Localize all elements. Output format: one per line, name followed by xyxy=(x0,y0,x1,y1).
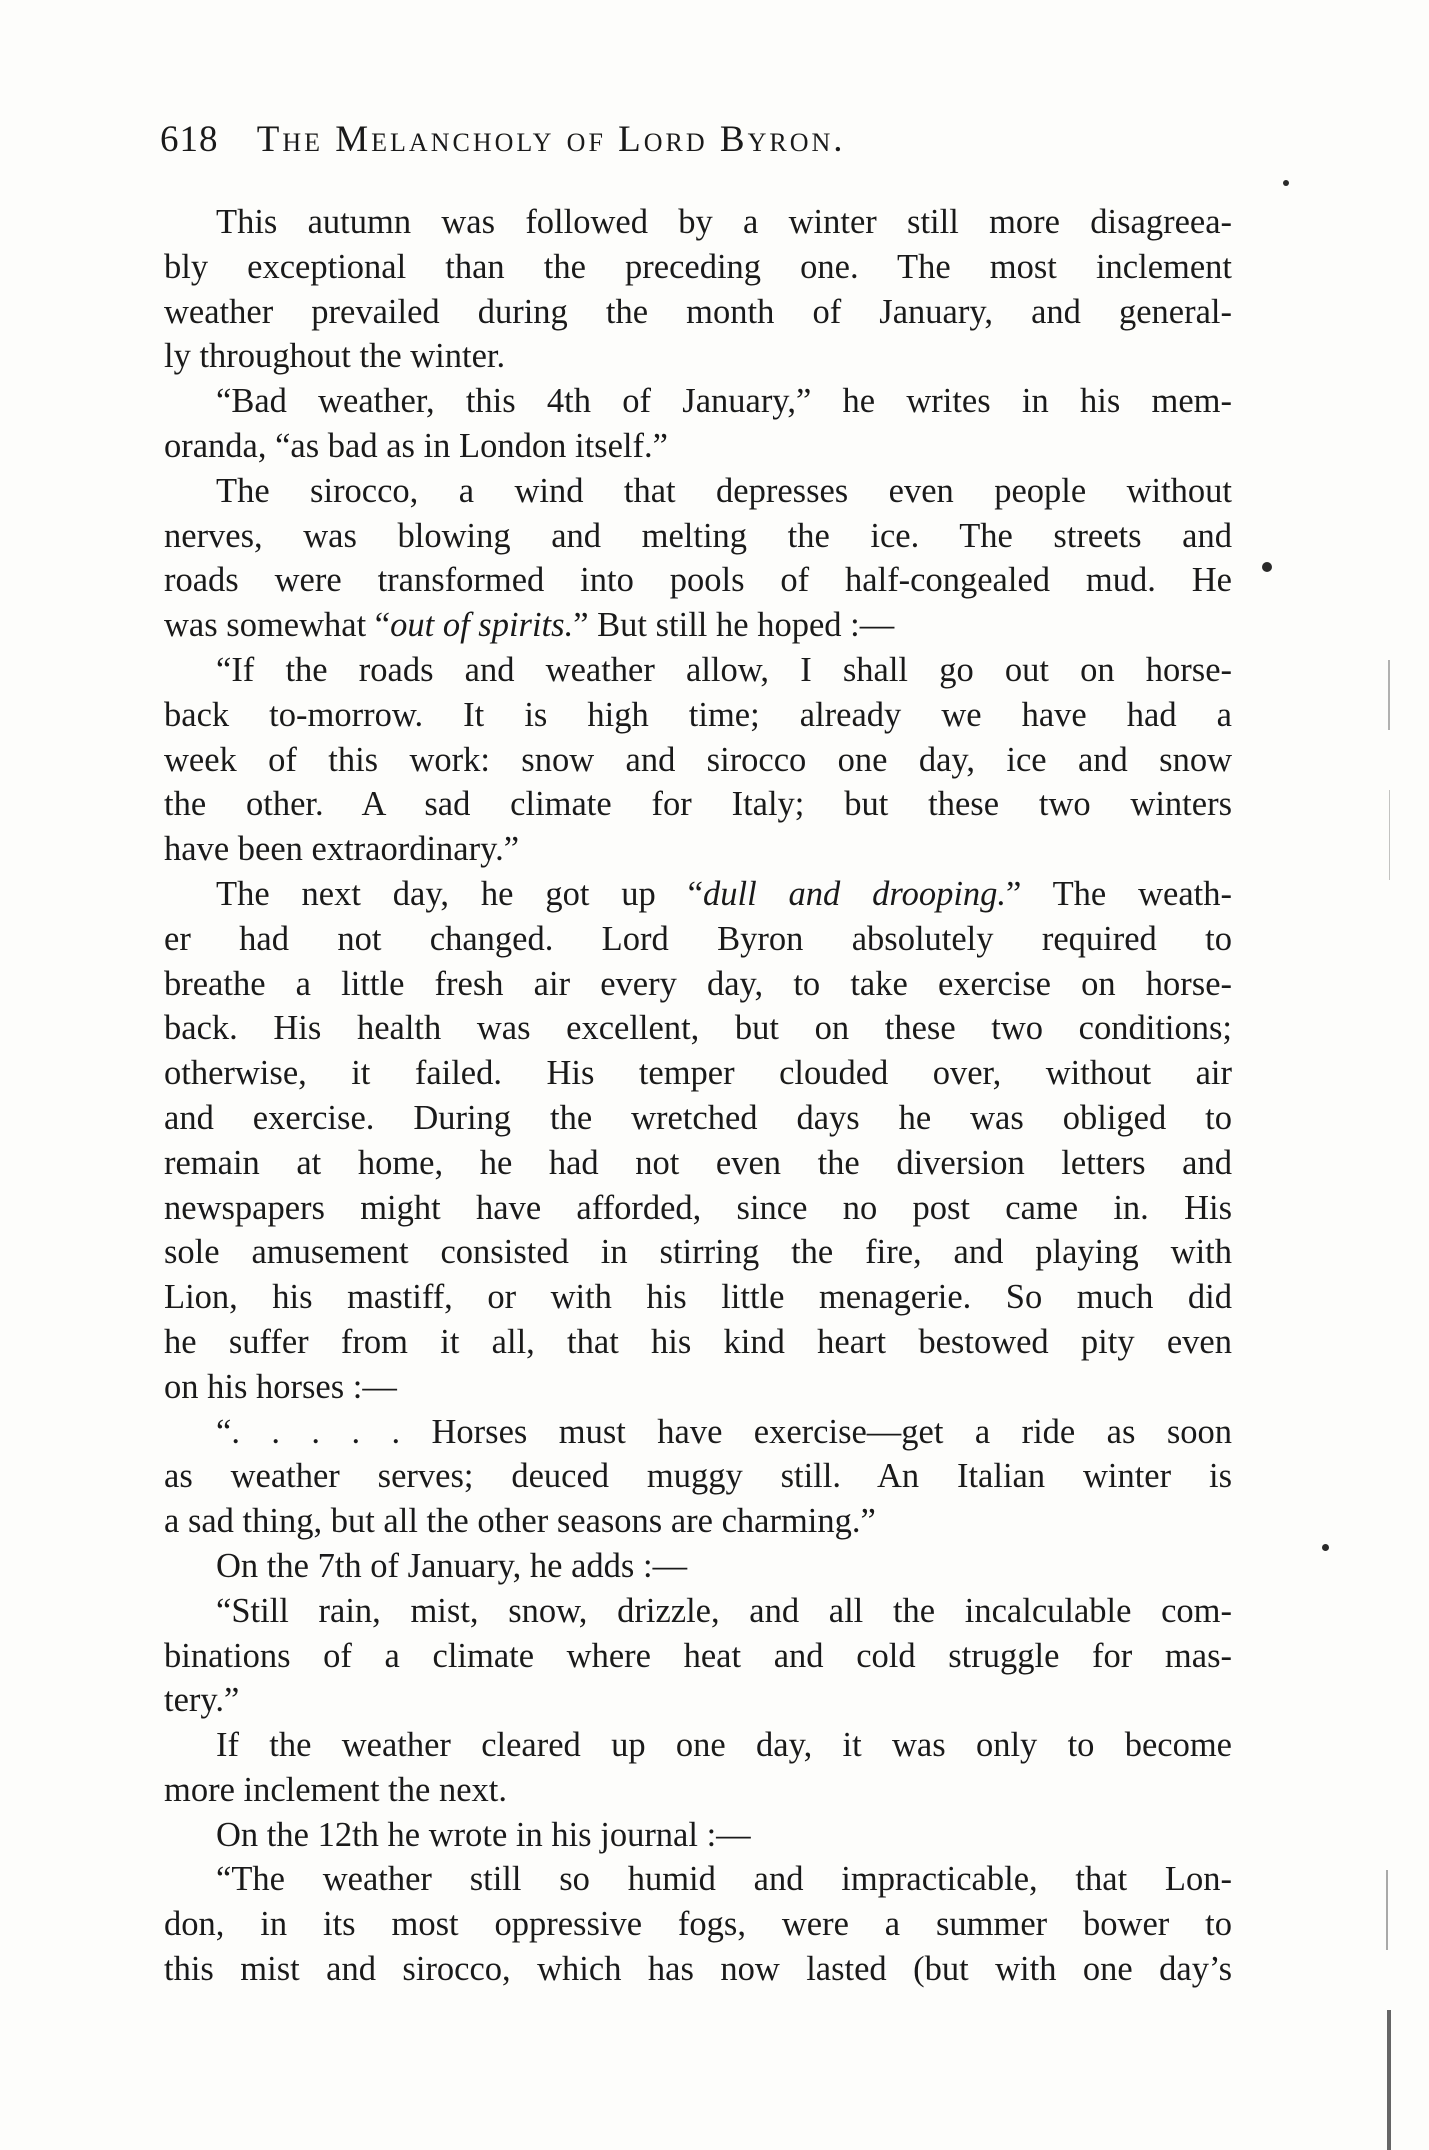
text-line xyxy=(164,514,1232,559)
text-line xyxy=(164,1096,1232,1141)
body-text xyxy=(164,200,1232,1992)
text-segment: bly exceptional than the preceding one. The most inclement xyxy=(164,247,1232,286)
text-segment: This autumn was followed by a winter still more disagreea- xyxy=(216,203,1232,241)
text-segment: ” The weath- xyxy=(1006,874,1232,913)
text-segment: and exercise. During the wretched days he was obliged to xyxy=(164,1098,1232,1137)
text-segment: nerves, was blowing and melting the ice. The streets and xyxy=(164,516,1232,555)
text-segment: back. His health was excellent, but on these two conditions; xyxy=(164,1009,1232,1048)
text-segment: the other. A sad climate for Italy; but these two winters xyxy=(164,785,1232,824)
text-segment: more inclement the next. xyxy=(164,1770,507,1809)
text-segment: “Still rain, mist, snow, drizzle, and all the incalculable com- xyxy=(216,1591,1232,1630)
text-segment: “. . . . . Horses must have exercise—get a ride as soon xyxy=(216,1412,1232,1451)
text-line xyxy=(164,693,1232,738)
text-segment: as weather serves; deuced muggy still. An Italian winter is xyxy=(164,1457,1232,1496)
text-segment: a sad thing, but all the other seasons are charming.” xyxy=(164,1502,876,1541)
text-line xyxy=(164,1723,1232,1768)
text-segment: binations of a climate where heat and cold struggle for mas- xyxy=(164,1636,1232,1675)
text-line xyxy=(164,738,1232,783)
text-segment: weather prevailed during the month of January, and general- xyxy=(164,292,1232,331)
scan-edge-line xyxy=(1389,790,1390,880)
text-segment: “If the roads and weather allow, I shall go out on horse- xyxy=(216,650,1232,689)
ink-dot xyxy=(1262,562,1272,572)
text-segment: Lion, his mastiff, or with his little menagerie. So much did xyxy=(164,1278,1232,1317)
italic-text: out of spirits. xyxy=(390,606,574,645)
text-segment: The next day, he got up “ xyxy=(216,874,703,913)
text-line xyxy=(164,1230,1232,1275)
text-line xyxy=(164,1902,1232,1947)
scan-edge-line xyxy=(1386,1870,1388,1950)
text-line xyxy=(164,1365,1232,1410)
text-line xyxy=(164,469,1232,514)
running-header xyxy=(160,118,1160,161)
text-segment: he suffer from it all, that his kind heart bestowed pity even xyxy=(164,1322,1232,1361)
text-line xyxy=(164,827,1232,872)
text-line xyxy=(164,917,1232,962)
text-segment: on his horses :— xyxy=(164,1367,397,1406)
text-line xyxy=(164,1320,1232,1365)
text-line xyxy=(164,1634,1232,1679)
text-line xyxy=(164,1275,1232,1320)
text-line xyxy=(164,1186,1232,1231)
text-segment: “Bad weather, this 4th of January,” he writes in his mem- xyxy=(216,382,1232,421)
text-line xyxy=(164,1454,1232,1499)
text-line xyxy=(164,200,1232,245)
text-line xyxy=(164,334,1232,379)
text-segment: remain at home, he had not even the diversion letters and xyxy=(164,1143,1232,1182)
text-segment: “The weather still so humid and impracticable, that Lon- xyxy=(216,1860,1232,1899)
text-line xyxy=(164,424,1232,469)
text-segment: ly throughout the winter. xyxy=(164,337,506,376)
text-segment: have been extraordinary.” xyxy=(164,830,520,869)
text-line xyxy=(164,1768,1232,1813)
text-line xyxy=(164,290,1232,335)
text-segment: otherwise, it failed. His temper clouded over, without air xyxy=(164,1054,1232,1093)
text-line xyxy=(164,1006,1232,1051)
text-line xyxy=(164,1051,1232,1096)
text-segment: don, in its most oppressive fogs, were a summer bower to xyxy=(164,1905,1232,1944)
scan-edge-line xyxy=(1387,2010,1391,2150)
text-segment: er had not changed. Lord Byron absolutely required to xyxy=(164,919,1232,958)
text-segment: was somewhat “ xyxy=(164,606,391,645)
text-line xyxy=(164,1499,1232,1544)
text-segment: oranda, “as bad as in London itself.” xyxy=(164,426,668,465)
text-segment: roads were transformed into pools of half-congealed mud. He xyxy=(164,561,1232,600)
text-line xyxy=(164,648,1232,693)
text-line xyxy=(164,1857,1232,1902)
text-segment: If the weather cleared up one day, it was only to become xyxy=(216,1726,1232,1765)
text-line xyxy=(164,1678,1232,1723)
text-segment: breathe a little fresh air every day, to take exercise on horse- xyxy=(164,964,1232,1003)
text-line xyxy=(164,1544,1232,1589)
text-line xyxy=(164,379,1232,424)
text-segment: week of this work: snow and sirocco one day, ice and snow xyxy=(164,740,1232,779)
text-line xyxy=(164,1141,1232,1186)
text-line xyxy=(164,1410,1232,1455)
text-line xyxy=(164,558,1232,603)
text-segment: sole amusement consisted in stirring the fire, and playing with xyxy=(164,1233,1232,1272)
text-line xyxy=(164,872,1232,917)
text-line xyxy=(164,245,1232,290)
text-segment: The sirocco, a wind that depresses even people without xyxy=(216,471,1232,510)
text-line xyxy=(164,782,1232,827)
running-title: The Melancholy of Lord Byron. xyxy=(256,119,846,160)
text-line xyxy=(164,603,1232,648)
text-segment: newspapers might have afforded, since no post came in. His xyxy=(164,1188,1232,1227)
text-segment: ” But still he hoped :— xyxy=(573,606,895,645)
ink-dot xyxy=(1283,180,1289,186)
scan-edge-line xyxy=(1388,660,1390,730)
text-line xyxy=(164,1589,1232,1634)
text-line xyxy=(164,1813,1232,1858)
text-line xyxy=(164,1947,1232,1992)
italic-text: dull and drooping. xyxy=(702,874,1007,913)
text-segment: back to-morrow. It is high time; already we have had a xyxy=(164,695,1232,734)
page-number: 618 xyxy=(160,119,219,160)
ink-dot xyxy=(1322,1544,1329,1551)
text-segment: On the 12th he wrote in his journal :— xyxy=(216,1815,751,1854)
text-segment: this mist and sirocco, which has now lasted (but with one day’s xyxy=(164,1950,1232,1989)
text-segment: tery.” xyxy=(164,1681,240,1720)
text-line xyxy=(164,962,1232,1007)
text-segment: On the 7th of January, he adds :— xyxy=(216,1546,688,1585)
